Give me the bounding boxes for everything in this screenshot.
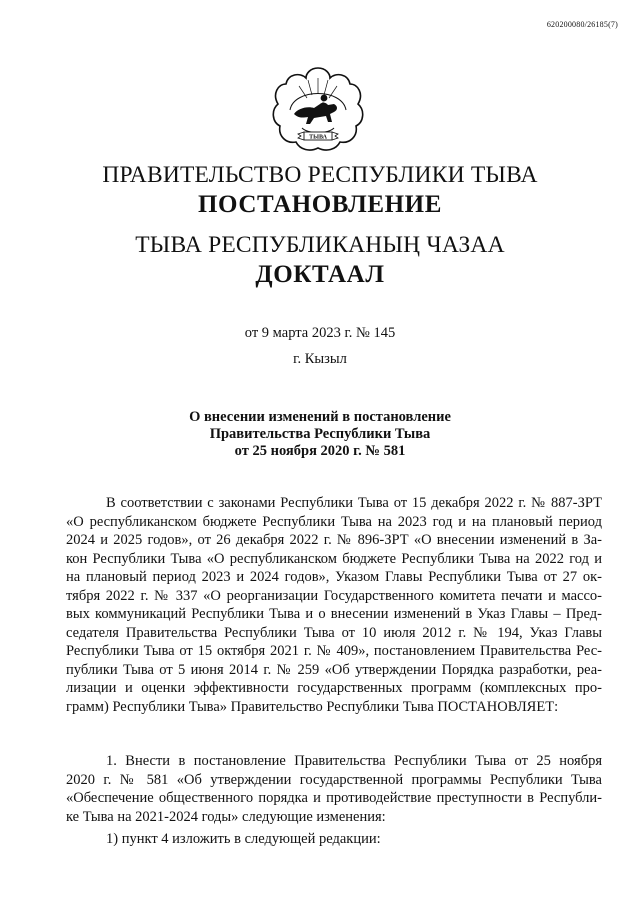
paragraph-line: тября 2022 г. № 337 «О реорганизации Государственного комитета печати и массо- bbox=[66, 587, 602, 604]
decree-subject bbox=[0, 409, 640, 460]
paragraph-line: 2020 г. № 581 «Об утверждении государственной программы Республики Тыва bbox=[66, 771, 602, 788]
paragraph-line: 2024 и 2025 годов», от 26 декабря 2022 г. № 896-ЗРТ «О внесении изменений в За- bbox=[66, 532, 602, 548]
decree-date-number: от 9 марта 2023 г. № 145 bbox=[244, 325, 396, 341]
paragraph-line: ке Тыва на 2021-2024 годы» следующие изменения: bbox=[66, 808, 386, 825]
paragraph-line: публики Тыва от 5 июня 2014 г. № 259 «Об утверждении Порядка разработки, реа- bbox=[66, 661, 602, 678]
paragraph-line: «Обеспечение общественного порядка и противодействие преступности в Республи- bbox=[66, 790, 602, 806]
coat-of-arms-emblem bbox=[268, 64, 368, 154]
paragraph-line: Республики Тыва от 15 октября 2021 г. № 409», постановлением Правительства Рес- bbox=[66, 643, 602, 659]
paragraph-line: седателя Правительства Республики Тыва от 10 июля 2012 г. № 194, Указ Главы bbox=[66, 624, 602, 641]
clause-1-paragraph bbox=[66, 752, 602, 826]
decree-title-tuvan: ДОКТААЛ bbox=[255, 261, 385, 288]
subject-line: О внесении изменений в постановление bbox=[189, 409, 451, 425]
government-title-tuvan: ТЫВА РЕСПУБЛИКАНЫҢ ЧАЗАА bbox=[135, 232, 505, 258]
subject-line: Правительства Республики Тыва bbox=[209, 426, 431, 442]
decree-title-russian: ПОСТАНОВЛЕНИЕ bbox=[197, 191, 443, 218]
paragraph-line: грамм) Республики Тыва» Правительство Республики Тыва ПОСТАНОВЛЯЕТ: bbox=[66, 698, 559, 715]
document-id: 620200080/26185(7) bbox=[546, 20, 618, 29]
decree-city: г. Кызыл bbox=[293, 351, 347, 367]
paragraph-line: 1. Внести в постановление Правительства Республики Тыва от 25 ноября bbox=[106, 753, 602, 769]
paragraph-line: кон Республики Тыва «О республиканском бюджете Республики Тыва на 2022 год и bbox=[66, 550, 602, 567]
preamble-paragraph bbox=[66, 494, 602, 716]
paragraph-line: лизации и оценки эффективности государственных программ (комплексных про- bbox=[66, 680, 602, 696]
paragraph-line: В соответствии с законами Республики Тыва от 15 декабря 2022 г. № 887-ЗРТ bbox=[106, 495, 602, 511]
subclause-paragraph: 1) пункт 4 изложить в следующей редакции: bbox=[106, 831, 381, 847]
paragraph-line: вых коммуникаций Республики Тыва и о внесении изменений в Указ Главы – Пред- bbox=[66, 606, 602, 622]
paragraph-line: «О республиканском бюджете Республики Тыва на 2023 год и на плановый период bbox=[66, 513, 602, 530]
government-title-russian: ПРАВИТЕЛЬСТВО РЕСПУБЛИКИ ТЫВА bbox=[102, 162, 538, 188]
subject-line: от 25 ноября 2020 г. № 581 bbox=[234, 443, 406, 459]
paragraph-line: на плановый период 2023 и 2024 годов», Указом Главы Республики Тыва от 27 ок- bbox=[66, 569, 602, 585]
emblem-ribbon-text: ТЫВА bbox=[309, 134, 327, 141]
